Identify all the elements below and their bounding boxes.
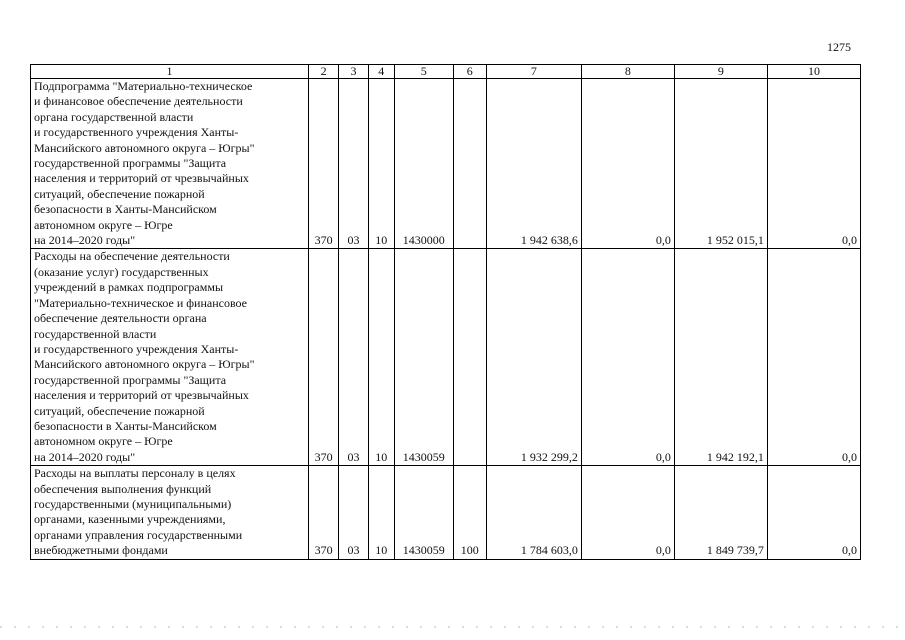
cell-amount-10: 0,0: [767, 249, 860, 466]
cell-subsection: 10: [368, 249, 394, 466]
cell-target-article: 1430059: [394, 466, 453, 559]
column-header: 9: [674, 65, 767, 79]
scan-artifact-line: [0, 626, 905, 628]
column-header: 1: [31, 65, 309, 79]
cell-amount-10: 0,0: [767, 79, 860, 249]
column-header: 3: [339, 65, 368, 79]
table-row: [31, 249, 861, 466]
cell-target-article: 1430059: [394, 249, 453, 466]
cell-amount-9: 1 952 015,1: [674, 79, 767, 249]
page-number: 1275: [827, 40, 851, 54]
column-header: 4: [368, 65, 394, 79]
cell-admin-code: 370: [309, 249, 339, 466]
cell-amount-7: 1 784 603,0: [486, 466, 581, 559]
cell-amount-8: 0,0: [581, 79, 674, 249]
cell-section: 03: [339, 249, 368, 466]
cell-expense-type: [453, 249, 486, 466]
cell-amount-9: 1 942 192,1: [674, 249, 767, 466]
column-header: 8: [581, 65, 674, 79]
row-description: Расходы на обеспечение деятельности (оказание услуг) государственных учреждений в рамках подпрограммы "Материально-техническое и финансовое обеспечение деятельности органа государственной власти и государственного учреждения Ханты- Мансийского автономного округа – Югры" государственной программы "Защита населения и территорий от чрезвычайных ситуаций, обеспечение пожарной безопасности в Ханты-Мансийском автономном округе – Югре на 2014–2020 годы": [31, 249, 309, 466]
column-header: 2: [309, 65, 339, 79]
cell-subsection: 10: [368, 79, 394, 249]
row-description: Подпрограмма "Материально-техническое и финансовое обеспечение деятельности органа государственной власти и государственного учреждения Ханты- Мансийского автономного округа – Югры" государственной программы "Защита населения и территорий от чрезвычайных ситуаций, обеспечение пожарной безопасности в Ханты-Мансийском автономном округе – Югре на 2014–2020 годы": [31, 79, 309, 249]
cell-target-article: 1430000: [394, 79, 453, 249]
table-row: [31, 466, 861, 559]
cell-section: 03: [339, 466, 368, 559]
row-description: Расходы на выплаты персоналу в целях обеспечения выполнения функций государственными (муниципальными) органами, казенными учреждениями, органами управления государственными внебюджетными фондами: [31, 466, 309, 559]
cell-expense-type: [453, 79, 486, 249]
column-header: 5: [394, 65, 453, 79]
table-row: [31, 79, 861, 249]
cell-section: 03: [339, 79, 368, 249]
cell-admin-code: 370: [309, 79, 339, 249]
column-header: 10: [767, 65, 860, 79]
column-header: 6: [453, 65, 486, 79]
cell-amount-8: 0,0: [581, 249, 674, 466]
budget-table: [30, 64, 861, 560]
cell-amount-8: 0,0: [581, 466, 674, 559]
cell-expense-type: 100: [453, 466, 486, 559]
cell-amount-7: 1 932 299,2: [486, 249, 581, 466]
cell-admin-code: 370: [309, 466, 339, 559]
column-header: 7: [486, 65, 581, 79]
cell-amount-7: 1 942 638,6: [486, 79, 581, 249]
cell-amount-10: 0,0: [767, 466, 860, 559]
cell-subsection: 10: [368, 466, 394, 559]
header-row: [31, 65, 861, 79]
cell-amount-9: 1 849 739,7: [674, 466, 767, 559]
